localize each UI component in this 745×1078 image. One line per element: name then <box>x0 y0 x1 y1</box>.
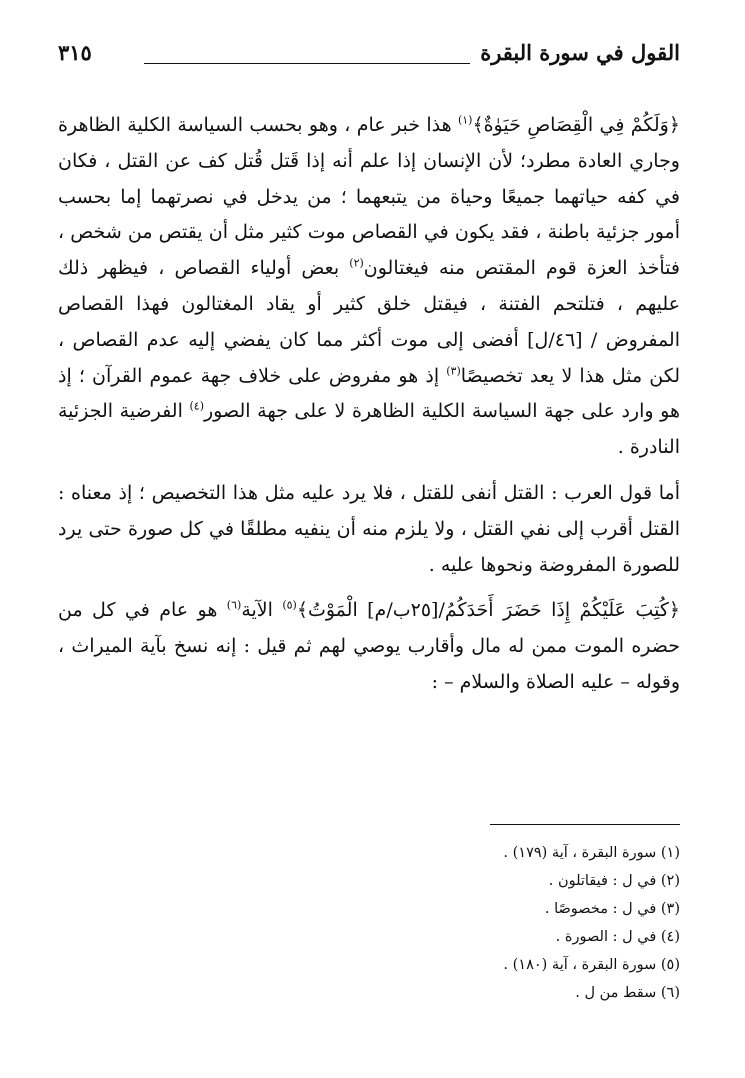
body-text <box>58 108 680 701</box>
footnote-ref: (١) <box>457 113 473 127</box>
footnote: (٣) في ل : مخصوصًا . <box>544 901 680 917</box>
paragraph-text: بعض أولياء القصاص ، فيظهر ذلك عليهم ، فتلتحم الفتنة ، فيقتل خلق كثير أو يقاد المغتالون فهذا القصاص المفروض / [٤٦/ل] أفضى إلى موت أكثر مما كان يفضي إليه عدم القصاص ، لكن مثل هذا لا يعد تخصيصًا <box>58 257 680 387</box>
running-title: القول في سورة البقرة <box>480 40 680 65</box>
book-page <box>58 38 680 1058</box>
footnote: (٤) في ل : الصورة . <box>555 929 680 945</box>
footnotes <box>58 824 680 1007</box>
footnote: (٢) في ل : فيقاتلون . <box>548 873 680 889</box>
footnote: (٦) سقط من ل . <box>575 985 680 1001</box>
paragraph-text: هذا خبر عام ، وهو بحسب السياسة الكلية الظاهرة وجاري العادة مطرد؛ لأن الإنسان إذا علم أنه إذا قَتل قُتل كف عن القتل ، فكان في كفه حياتهما جميعًا وحياة من يتبعهما ؛ من يدخل في نصرتهما إما بحسب أمور جزئية باطنة ، فقد يكون في القصاص موت كثير مثل أن يقتص من شخص ، فتأخذ العزة قوم المقتص منه فيغتالون <box>58 114 681 280</box>
paragraph-text: أما قول العرب : القتل أنفى للقتل ، فلا يرد عليه مثل هذا التخصيص ؛ إذ معناه : القتل أقرب إلى نفي القتل ، ولا يلزم منه أن ينفيه مطلقًا في كل صورة حتى يرد للصورة المفروضة ونحوها عليه . <box>58 481 680 576</box>
footnote: (٥) سورة البقرة ، آية (١٨٠) . <box>503 957 680 973</box>
paragraph-text: هو عام في كل من حضره الموت ممن له مال وأقارب يوصي لهم ثم قيل : إنه نسخ بآية الميراث ، وقوله – عليه الصلاة والسلام – : <box>58 599 680 693</box>
footnote-separator <box>490 824 680 825</box>
footnote-ref: (٢) <box>349 256 364 270</box>
paragraph-text: الفرضية الجزئية النادرة . <box>58 400 680 459</box>
footnote-list <box>58 839 680 1007</box>
quran-quote: ﴿وَلَكُمْ فِي الْقِصَاصِ حَيَوٰةٌ﴾ <box>472 114 680 136</box>
paragraph <box>58 593 680 700</box>
page-number: ٣١٥ <box>58 40 92 65</box>
quran-quote: ﴿كُتِبَ عَلَيْكُمْ إِذَا حَضَرَ أَحَدَكُمُ/[٢٥ب/م] الْمَوْتُ﴾ <box>296 599 680 622</box>
page-header <box>58 38 680 82</box>
footnote-ref: (٣) <box>446 364 461 378</box>
paragraph-text: الآية <box>241 599 283 622</box>
paragraph-text: إذ هو مفروض على خلاف جهة عموم القرآن ؛ إذ هو وارد على جهة السياسة الكلية الظاهرة لا على جهة الصور <box>58 364 680 423</box>
footnote-ref: (٦) <box>226 599 242 613</box>
footnote-ref: (٤) <box>189 400 204 414</box>
header-rule <box>144 63 470 64</box>
paragraph <box>58 476 680 583</box>
footnote-ref: (٥) <box>282 599 297 613</box>
paragraph <box>58 108 680 466</box>
footnote: (١) سورة البقرة ، آية (١٧٩) . <box>503 845 680 861</box>
